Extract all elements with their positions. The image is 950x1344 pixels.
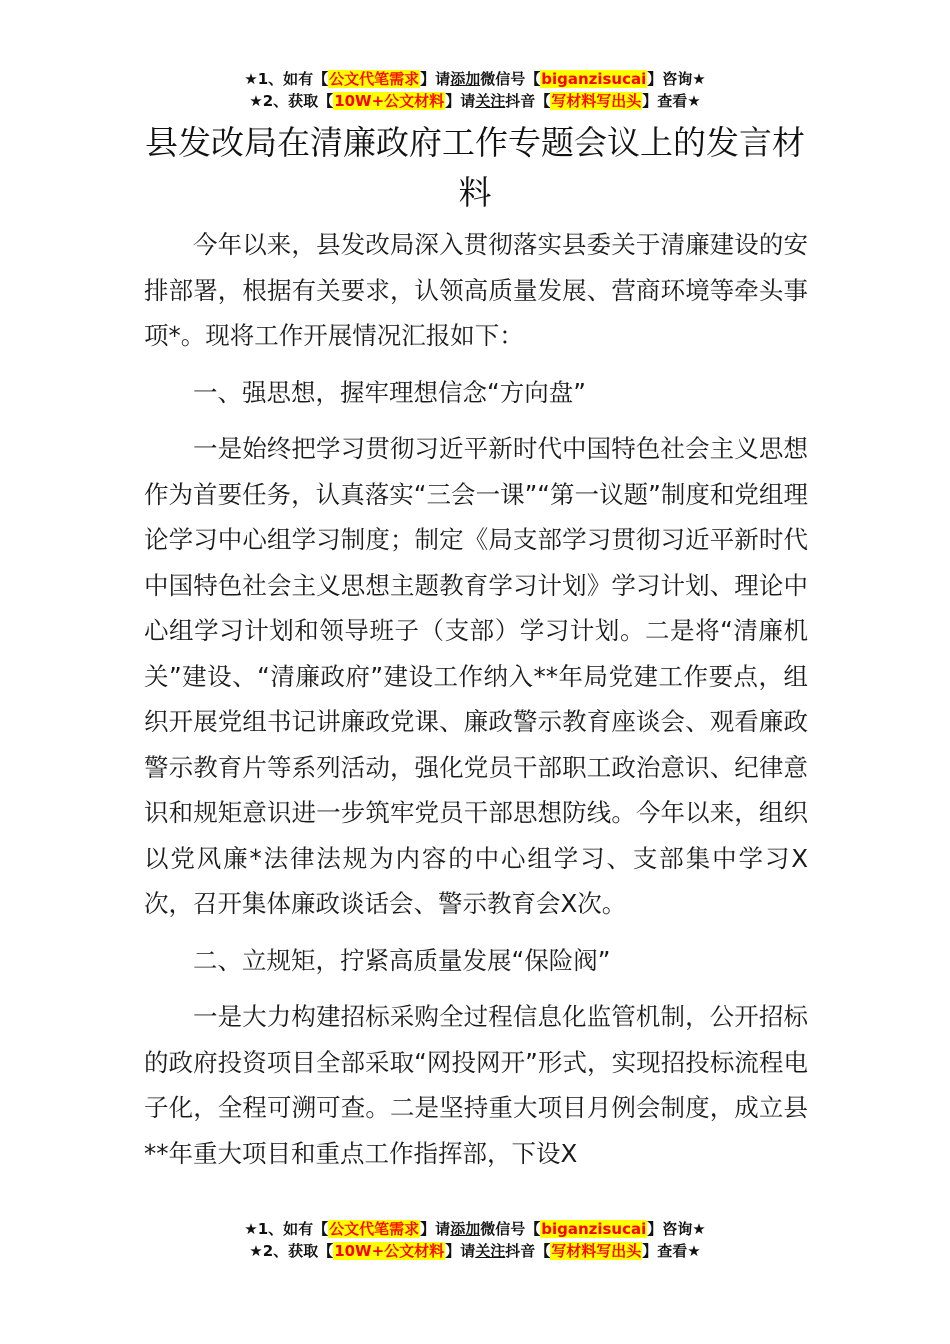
banner-highlight: 公文代笔需求	[329, 70, 420, 88]
banner-text: 】请	[420, 1220, 451, 1238]
banner-text: 】咨询★	[647, 70, 706, 88]
banner-underlined-text: 添加	[450, 1220, 481, 1238]
banner-text: ★2、获取【	[249, 1242, 334, 1260]
banner-text: 微信号【	[480, 70, 541, 88]
banner-text: 微信号【	[480, 1220, 541, 1238]
document-body	[144, 222, 808, 1187]
banner-text: ★2、获取【	[249, 92, 334, 110]
banner-highlight: 写材料写出头	[551, 92, 642, 110]
banner-text: ★1、如有【	[244, 70, 329, 88]
banner-text: 】咨询★	[647, 1220, 706, 1238]
banner-highlight: 公文代笔需求	[329, 1220, 420, 1238]
banner-text: 】请	[420, 70, 451, 88]
banner-text: ★1、如有【	[244, 1220, 329, 1238]
banner-text: 】查看★	[642, 92, 701, 110]
banner-text: 抖音【	[505, 1242, 551, 1260]
banner-highlight: 10W+公文材料	[334, 92, 445, 110]
section-heading-1: 一、强思想，握牢理想信念“方向盘”	[193, 377, 586, 407]
banner-text: 】请	[445, 92, 476, 110]
banner-highlight: biganzisucai	[541, 70, 647, 88]
banner-line-2	[0, 1240, 950, 1262]
banner-line-1	[0, 68, 950, 90]
banner-underlined-text: 关注	[475, 92, 506, 110]
banner-line-2	[0, 90, 950, 112]
banner-highlight: biganzisucai	[541, 1220, 647, 1238]
footer-banner	[0, 1218, 950, 1262]
banner-text: 】请	[445, 1242, 476, 1260]
banner-underlined-text: 关注	[475, 1242, 506, 1260]
header-banner	[0, 68, 950, 112]
banner-text: 】查看★	[642, 1242, 701, 1260]
banner-highlight: 写材料写出头	[551, 1242, 642, 1260]
section-heading-2: 二、立规矩，拧紧高质量发展“保险阀”	[193, 945, 611, 975]
section-1-paragraph: 一是始终把学习贯彻习近平新时代中国特色社会主义思想作为首要任务，认真落实“三会一课”“第一议题”制度和党组理论学习中心组学习制度；制定《局支部学习贯彻习近平新时代中国特色社会主义思想主题教育学习计划》学习计划、理论中心组学习计划和领导班子（支部）学习计划。二是将“清廉机关”建设、“清廉政府”建设工作纳入**年局党建工作要点，组织开展党组书记讲廉政党课、廉政警示教育座谈会、观看廉政警示教育片等系列活动，强化党员干部职工政治意识、纪律意识和规矩意识进一步筑牢党员干部思想防线。今年以来，组织以党风廉*法律法规为内容的中心组学习、支部集中学习X次，召开集体廉政谈话会、警示教育会X次。	[144, 434, 808, 918]
section-2-paragraph: 一是大力构建招标采购全过程信息化监管机制，公开招标的政府投资项目全部采取“网投网开”形式，实现招投标流程电子化，全程可溯可查。二是坚持重大项目月例会制度，成立县**年重大项目和重点工作指挥部，下设X	[144, 1002, 808, 1168]
document-title: 县发改局在清廉政府工作专题会议上的发言材料	[145, 123, 805, 212]
banner-underlined-text: 添加	[450, 70, 481, 88]
banner-text: 抖音【	[505, 92, 551, 110]
intro-paragraph: 今年以来，县发改局深入贯彻落实县委关于清廉建设的安排部署，根据有关要求，认领高质量发展、营商环境等牵头事项*。现将工作开展情况汇报如下：	[144, 230, 808, 350]
banner-line-1	[0, 1218, 950, 1240]
banner-highlight: 10W+公文材料	[334, 1242, 445, 1260]
